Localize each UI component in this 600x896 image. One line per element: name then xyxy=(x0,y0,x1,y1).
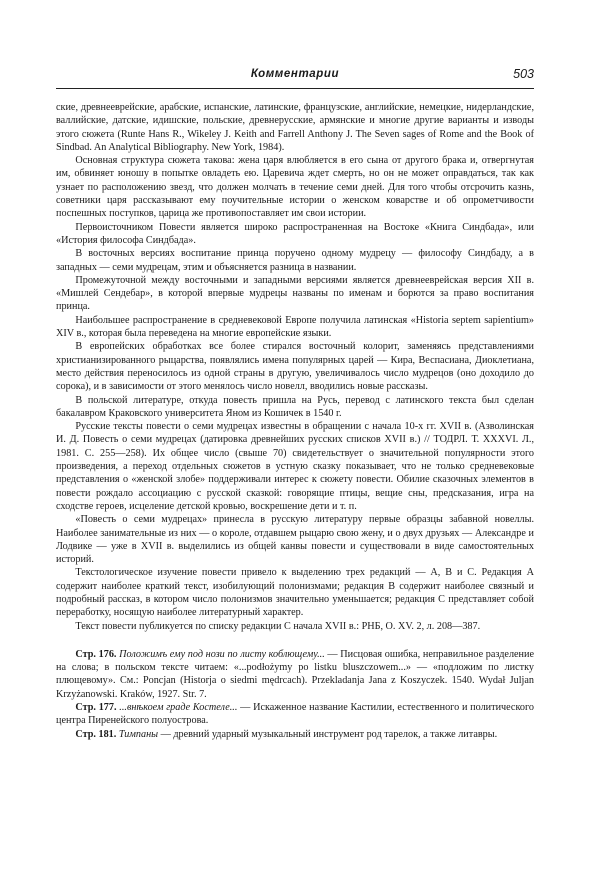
paragraph-publication-source: Текст повести публикуется по списку редакции С начала XVII в.: РНБ, О. XV. 2, л. 208—387. xyxy=(75,620,481,632)
paragraph-novella: «Повесть о семи мудрецах» принесла в русскую литературу первые образцы забавной новеллы. Наиболее занимательные из них — о короле, отдавшем рыцарю свою жену, и о двух друзьях — Александре и Лодвике — уже в XVII в. выделились из общей канвы повести и существовали в виде самостоятельных историй. xyxy=(56,514,534,566)
note-item xyxy=(56,701,534,728)
paragraph-primary-source: Первоисточником Повести является широко распространенная на Востоке «Книга Синдбада», или «История философа Синдбада». xyxy=(56,221,534,246)
note-phrase: Положимъ ему под нози по листу коблющему... xyxy=(119,648,325,660)
note-label: Стр. 181. xyxy=(75,728,117,740)
page-number: 503 xyxy=(513,67,534,81)
note-text: — Писцовая ошибка, неправильное разделение на слова; в польском тексте читаем: «...podłożymy po listku bluszczowem...» — «подложим по листку плющевому». См.: Poncjan (Historja o siedmi mędrcach). Przekladanja Jana z Koszyczek. 1540. Wydał Juljan Krzyżanowski. Kraków, 1927. Str. 7. xyxy=(56,648,534,700)
running-title: Комментарии xyxy=(250,68,340,80)
page-body xyxy=(56,101,534,741)
paragraph-russian-texts: Русские тексты повести о семи мудрецах известны в обращении с начала 10-х гг. XVII в. (Азволинская И. Д. Повесть о семи мудрецах (датировка древнейших русских списков XVII в.) // ТОДРЛ. Т. XXXVI. Л., 1981. С. 255—258). Их общее число (свыше 70) свидетельствует о значительной популярности этого произведения, а переход отдельных сюжетов в устную сказку показывает, что не только средневековые представления о «женской злобе» поддерживали интерес к сюжету повести. Обилие сказочных элементов в повести рождало ассоциацию с русской сказкой: говорящие птицы, вещие сны, предсказания, игра на сходстве героев, исцеление детской кровью, воскрешение дети и т. п. xyxy=(56,421,534,512)
paragraph-european-adaptations: В европейских обработках все более стирался восточный колорит, заменяясь представлениями христианизированного рыцарства, появлялись имена популярных царей — Кира, Веспасиана, Диоклетиана, место действия переносилось из одной страны в другую, увеличивалось число мудрецов (оно доходило до сорока), и в зависимости от этого менялось число новелл, вводились новые рассказы. xyxy=(56,341,534,393)
note-phrase: Тимпаны xyxy=(118,728,159,740)
paragraph-plot-structure: Основная структура сюжета такова: жена царя влюбляется в его сына от другого брака и, отвергнутая им, обвиняет юношу в попытке овладеть ею. Царевича ждет смерть, но он не может оправдаться, так как узнает по расположению звезд, что должен молчать в течение семи дней. Для того чтобы отсрочить казнь, советники царя рассказывают ему поучительные истории о женском коварстве и об опрометчивости поспешных поступков, царица же противопоставляет им свои истории. xyxy=(56,155,534,220)
paragraph-variants: ские, древнееврейские, арабские, испанские, латинские, французские, английские, немецкие, нидерландские, валлийские, датские, идишские, польские, древнерусские, армянские и многие другие варианты и изводы этого сюжета (Runte Hans R., Wikeley J. Keith and Farrell Anthony J. The Seven sages of Rome and the Book of Sindbad. An Analytical Bibliography. New York, 1984). xyxy=(56,102,534,153)
note-phrase: ...внѣкоем граде Костеле... xyxy=(119,702,238,714)
commentary-section xyxy=(56,101,534,633)
note-item xyxy=(56,728,534,741)
paragraph-hebrew-version: Промежуточной между восточными и западными версиями является древнееврейская версия XII в. «Мишлей Сендебар», в которой впервые мудрецы названы по именам и борются за право воспитания принца. xyxy=(56,274,534,313)
note-label: Стр. 176. xyxy=(75,648,117,660)
paragraph-latin-version: Наибольшее распространение в средневековой Европе получила латинская «Historia septem sapientium» XIV в., которая была переведена на многие европейские языки. xyxy=(56,314,534,340)
running-header xyxy=(56,66,534,89)
paragraph-eastern-versions: В восточных версиях воспитание принца поручено одному мудрецу — философу Синдбаду, а в западных — семи мудрецам, этим и объясняется разница в названии. xyxy=(56,248,534,273)
page-notes xyxy=(56,648,534,741)
note-text: — Искаженное название Кастилии, естественного и политического центра Пиренейского полуострова. xyxy=(56,702,534,727)
paragraph-polish-literature: В польской литературе, откуда повесть пришла на Русь, перевод с латинского текста был сделан бакалавром Краковского университета Яном из Кошичек в 1540 г. xyxy=(56,394,534,419)
paragraph-textology: Текстологическое изучение повести привело к выделению трех редакций — А, В и С. Редакция А содержит наиболее краткий текст, изобилующий полонизмами; редакция В содержит наиболее связный и подробный рассказ, в котором число полонизмов значительно уменьшается; редакция С представляет собой переработку, носящую наиболее литературный характер. xyxy=(56,567,534,619)
note-label: Стр. 177. xyxy=(75,702,117,714)
note-item xyxy=(56,648,534,701)
note-text: — древний ударный музыкальный инструмент род тарелок, а также литавры. xyxy=(158,728,498,740)
